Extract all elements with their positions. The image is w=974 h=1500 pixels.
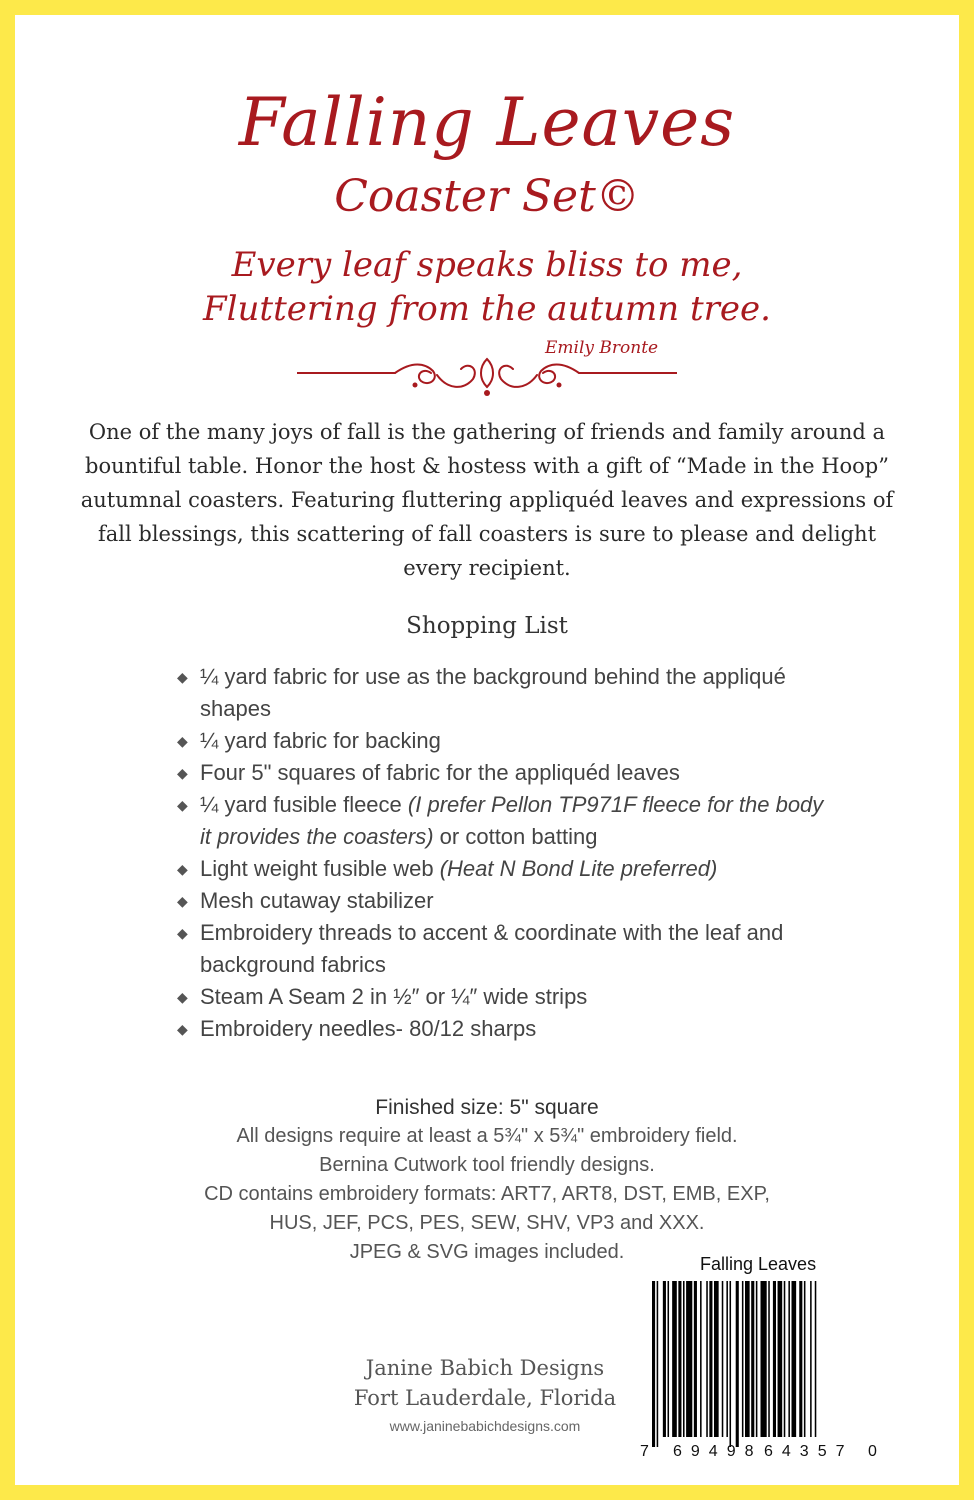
specifications xyxy=(15,1093,959,1267)
barcode-bar xyxy=(709,1281,712,1437)
list-item-text-after: or cotton batting xyxy=(439,824,598,849)
barcode-bar xyxy=(784,1281,786,1437)
barcode-bar xyxy=(672,1281,677,1437)
barcode xyxy=(640,1253,880,1468)
barcode-group-right: 64357 xyxy=(764,1443,854,1460)
barcode-bar xyxy=(804,1281,806,1437)
list-item-text: Embroidery threads to accent & coordinate with the leaf and background fabrics xyxy=(200,920,784,977)
barcode-bar xyxy=(815,1281,817,1437)
barcode-bar xyxy=(792,1281,797,1437)
barcode-bar xyxy=(730,1281,732,1447)
barcode-bar xyxy=(773,1281,776,1437)
barcode-digit-last: 0 xyxy=(868,1443,877,1460)
barcode-bar xyxy=(756,1281,758,1437)
barcode-bar xyxy=(663,1281,666,1437)
barcode-bar xyxy=(668,1281,670,1437)
barcode-bar xyxy=(799,1281,802,1437)
barcode-bar xyxy=(678,1281,681,1437)
barcode-title: Falling Leaves xyxy=(700,1254,817,1274)
list-item-text: ¼ yard fusible fleece xyxy=(200,792,402,817)
list-item xyxy=(175,853,835,885)
diamond-bullet-icon: ◆ xyxy=(177,765,188,781)
company-location: Fort Lauderdale, Florida xyxy=(353,1386,617,1410)
list-item xyxy=(175,789,835,853)
list-item xyxy=(175,1013,835,1045)
quote-line-1: Every leaf speaks bliss to me, xyxy=(231,245,743,285)
barcode-bar xyxy=(686,1281,692,1437)
list-item-text: Embroidery needles- 80/12 sharps xyxy=(200,1016,537,1041)
company-name: Janine Babich Designs xyxy=(365,1356,605,1380)
barcode-bar xyxy=(736,1281,739,1447)
barcode-bar xyxy=(742,1281,744,1437)
pattern-subtitle: Coaster Set© xyxy=(334,171,640,222)
list-item xyxy=(175,981,835,1013)
diamond-bullet-icon: ◆ xyxy=(177,733,188,749)
shopping-list xyxy=(175,661,835,1045)
list-item-text: Four 5" squares of fabric for the appliquéd leaves xyxy=(200,760,680,785)
diamond-bullet-icon: ◆ xyxy=(177,797,188,813)
barcode-bar xyxy=(700,1281,702,1437)
list-item xyxy=(175,885,835,917)
list-item-text: ¼ yard fabric for use as the background behind the appliqué shapes xyxy=(200,664,786,721)
barcode-bar xyxy=(722,1281,724,1437)
formats-line-1: CD contains embroidery formats: ART7, ART8, DST, EMB, EXP, xyxy=(204,1183,770,1205)
list-item-text: Steam A Seam 2 in ½″ or ¼″ wide strips xyxy=(200,984,588,1009)
images-note: JPEG & SVG images included. xyxy=(349,1241,625,1263)
barcode-bar xyxy=(768,1281,770,1437)
list-item xyxy=(175,661,835,725)
list-item-text: ¼ yard fabric for backing xyxy=(200,728,441,753)
list-item xyxy=(175,917,835,981)
pattern-title: Falling Leaves xyxy=(238,84,736,161)
list-item-text: Light weight fusible web xyxy=(200,856,434,881)
cutwork-note: Bernina Cutwork tool friendly designs. xyxy=(319,1154,655,1176)
barcode-bar xyxy=(751,1281,754,1437)
list-item-note: (I prefer Pellon TP971F fleece for the body it provides the coasters) xyxy=(200,792,824,849)
barcode-bar xyxy=(761,1281,767,1437)
barcode-bars-icon xyxy=(652,1281,866,1447)
barcode-digit-first: 7 xyxy=(640,1443,649,1460)
barcode-bar xyxy=(683,1281,685,1437)
barcode-bar xyxy=(714,1281,719,1437)
embroidery-field-note: All designs require at least a 5¾" x 5¾" embroidery field. xyxy=(236,1125,738,1147)
diamond-bullet-icon: ◆ xyxy=(177,669,188,685)
barcode-bar xyxy=(657,1281,659,1447)
barcode-bar xyxy=(652,1281,655,1447)
formats-line-2: HUS, JEF, PCS, PES, SEW, SHV, VP3 and XXX. xyxy=(269,1212,705,1234)
pattern-back-cover xyxy=(15,15,959,1485)
diamond-bullet-icon: ◆ xyxy=(177,989,188,1005)
company-url: www.janinebabichdesigns.com xyxy=(389,1418,581,1434)
diamond-bullet-icon: ◆ xyxy=(177,893,188,909)
company-info xyxy=(335,1353,635,1439)
list-item-text: Mesh cutaway stabilizer xyxy=(200,888,434,913)
list-item xyxy=(175,725,835,757)
poem-quote xyxy=(15,243,959,331)
list-item xyxy=(175,757,835,789)
barcode-bar xyxy=(745,1281,750,1437)
barcode-digits xyxy=(640,1443,880,1463)
barcode-bar xyxy=(778,1281,783,1437)
quote-line-2: Fluttering from the autumn tree. xyxy=(203,289,771,329)
diamond-bullet-icon: ◆ xyxy=(177,1021,188,1037)
quote-author: Emily Bronte xyxy=(545,338,659,358)
barcode-bar xyxy=(706,1281,708,1437)
flourish-divider-icon xyxy=(297,353,677,399)
intro-paragraph: One of the many joys of fall is the gathering of friends and family around a bountiful table. Honor the host & hostess with a gift of “Made in the Hoop” autumnal coasters. Featuring fluttering appliquéd leaves and expressions of fall blessings, this scattering of fall coasters is sure to please and delight every recipient. xyxy=(80,420,894,580)
finished-size: Finished size: 5" square xyxy=(375,1096,599,1119)
barcode-group-left: 69498 xyxy=(673,1443,763,1460)
list-item-note: (Heat N Bond Lite preferred) xyxy=(439,856,718,881)
barcode-bar xyxy=(810,1281,812,1437)
barcode-bar xyxy=(788,1281,790,1437)
barcode-bar xyxy=(726,1281,728,1437)
diamond-bullet-icon: ◆ xyxy=(177,861,188,877)
barcode-bar xyxy=(694,1281,697,1437)
diamond-bullet-icon: ◆ xyxy=(177,925,188,941)
shopping-list-heading: Shopping List xyxy=(406,613,568,639)
